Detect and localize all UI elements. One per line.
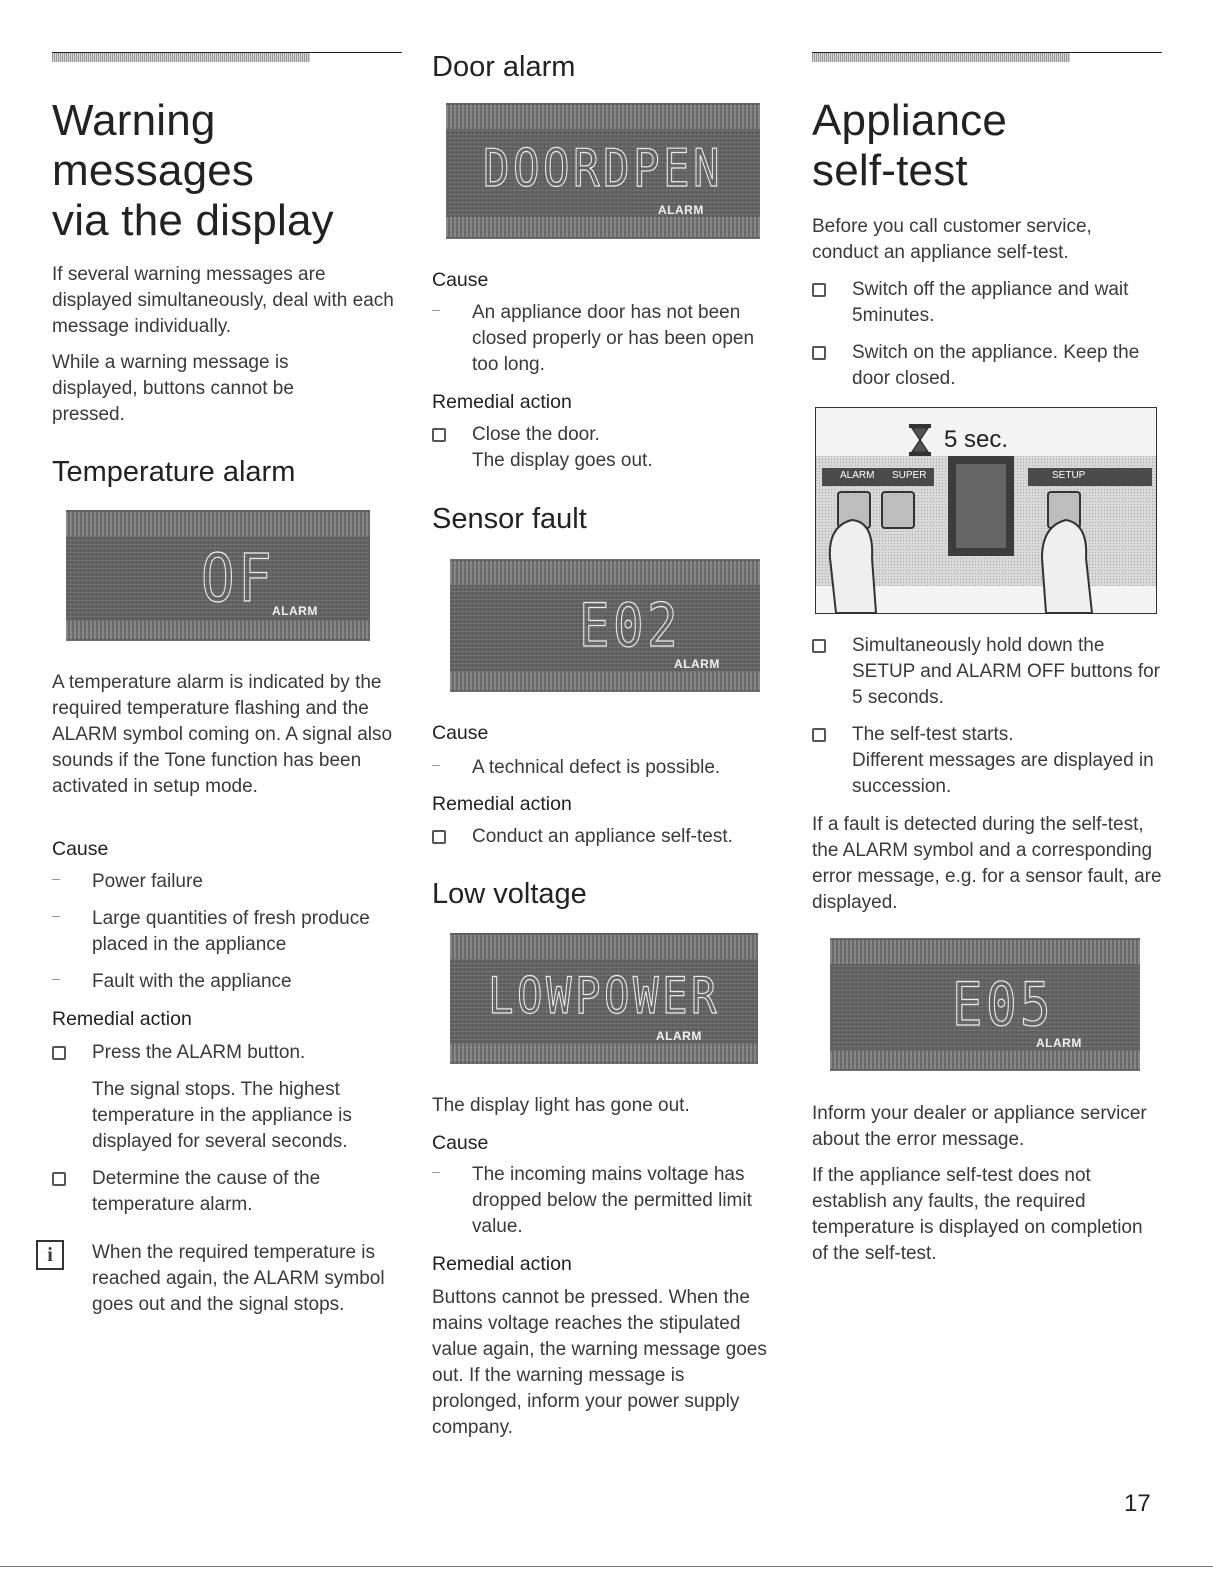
alarm-button-label: ALARM: [840, 470, 875, 481]
cause-label: Cause: [432, 269, 489, 291]
step-item: Switch off the appliance and wait 5minutes.: [812, 277, 1162, 329]
cause-label: Cause: [432, 722, 489, 744]
intro-paragraph-1: If several warning messages are displayed simultaneously, deal with each message individually.: [52, 264, 394, 337]
checkbox-icon: [52, 1046, 66, 1060]
remedial-action-label: Remedial action: [432, 391, 572, 413]
cause-label: Cause: [52, 838, 109, 860]
step-item: Simultaneously hold down the SETUP and ALARM OFF buttons for 5 seconds.: [812, 633, 1162, 711]
intro-paragraph-2: While a warning message is displayed, buttons cannot be pressed.: [52, 352, 294, 425]
checkbox-icon: [52, 1172, 66, 1186]
cause-item: The incoming mains voltage has dropped below the permitted limit value.: [432, 1162, 782, 1240]
action-item: Conduct an appliance self-test.: [432, 824, 782, 850]
alarm-symbol: ALARM: [1036, 1036, 1082, 1050]
self-test-illustration: [815, 407, 1157, 614]
no-fault-paragraph: If the appliance self-test does not establish any faults, the required temperature is displayed on completion of the self-test.: [812, 1165, 1143, 1264]
alarm-symbol: ALARM: [658, 203, 704, 217]
display-readout: OF: [200, 540, 276, 617]
checkbox-icon: [812, 728, 826, 742]
temperature-alarm-display: [66, 510, 370, 641]
page-title-self-test: Appliance self-test: [812, 96, 1008, 195]
cause-item: Power failure: [52, 869, 402, 895]
top-rule: [812, 52, 1162, 68]
page-number: 17: [1124, 1490, 1151, 1517]
display-readout: LOWPOWER: [488, 967, 720, 1025]
action-item: Close the door.: [432, 422, 782, 448]
display-readout: DOORDPEN: [482, 139, 724, 199]
timer-label: 5 sec.: [944, 426, 1009, 453]
checkbox-icon: [432, 428, 446, 442]
bottom-rule: [0, 1566, 1213, 1567]
super-button-label: SUPER: [892, 470, 927, 481]
step-item: The self-test starts.: [812, 722, 1162, 748]
remedial-action-label: Remedial action: [432, 1253, 572, 1275]
door-alarm-display: [446, 103, 760, 239]
heading-sensor-fault: Sensor fault: [432, 503, 587, 535]
setup-button-label: SETUP: [1052, 470, 1086, 481]
display-readout: E05: [951, 970, 1055, 1040]
heading-low-voltage: Low voltage: [432, 878, 587, 910]
display-readout: E02: [578, 591, 682, 661]
heading-door-alarm: Door alarm: [432, 51, 576, 83]
cause-item: An appliance door has not been closed properly or has been open too long.: [432, 300, 782, 378]
temperature-alarm-description: A temperature alarm is indicated by the required temperature flashing and the ALARM symbol coming on. A signal also sounds if the Tone function has been activated in setup mode.: [52, 672, 393, 797]
sensor-fault-display: [450, 559, 760, 692]
checkbox-icon: [812, 639, 826, 653]
cause-item: Fault with the appliance: [52, 969, 402, 995]
action-item: Press the ALARM button.: [52, 1040, 402, 1066]
low-voltage-remedial-text: Buttons cannot be pressed. When the mains voltage reaches the stipulated value again, the warning message goes out. If the warning message is prolonged, inform your power supply company.: [432, 1287, 767, 1438]
checkbox-icon: [432, 830, 446, 844]
error-message-display: [830, 938, 1140, 1071]
action-note: The display goes out.: [472, 450, 653, 471]
page-title-warning: Warning messages via the display: [52, 96, 334, 245]
low-voltage-display: [450, 933, 758, 1064]
cause-label: Cause: [432, 1132, 489, 1154]
alarm-symbol: ALARM: [674, 657, 720, 671]
remedial-action-label: Remedial action: [52, 1008, 192, 1030]
action-item: Determine the cause of the temperature alarm.: [52, 1166, 402, 1218]
cause-item: Large quantities of fresh produce placed in the appliance: [52, 906, 402, 958]
alarm-symbol: ALARM: [656, 1029, 702, 1043]
inform-dealer-paragraph: Inform your dealer or appliance servicer about the error message.: [812, 1103, 1147, 1150]
checkbox-icon: [812, 346, 826, 360]
fault-detected-paragraph: If a fault is detected during the self-test, the ALARM symbol and a corresponding error message, e.g. for a sensor fault, are displayed.: [812, 814, 1162, 913]
step-note: Different messages are displayed in succession.: [852, 750, 1154, 797]
low-voltage-description: The display light has gone out.: [432, 1095, 690, 1116]
step-item: Switch on the appliance. Keep the door closed.: [812, 340, 1162, 392]
remedial-action-label: Remedial action: [432, 793, 572, 815]
top-rule: [52, 52, 402, 68]
info-note: i When the required temperature is reached again, the ALARM symbol goes out and the signal stops.: [52, 1240, 402, 1318]
checkbox-icon: [812, 283, 826, 297]
self-test-intro: Before you call customer service, conduct an appliance self-test.: [812, 216, 1092, 263]
heading-temperature-alarm: Temperature alarm: [52, 456, 296, 488]
info-icon: i: [36, 1240, 64, 1270]
cause-item: A technical defect is possible.: [432, 755, 782, 781]
alarm-symbol: ALARM: [272, 604, 318, 618]
action-note: The signal stops. The highest temperature in the appliance is displayed for several seconds.: [92, 1079, 352, 1152]
